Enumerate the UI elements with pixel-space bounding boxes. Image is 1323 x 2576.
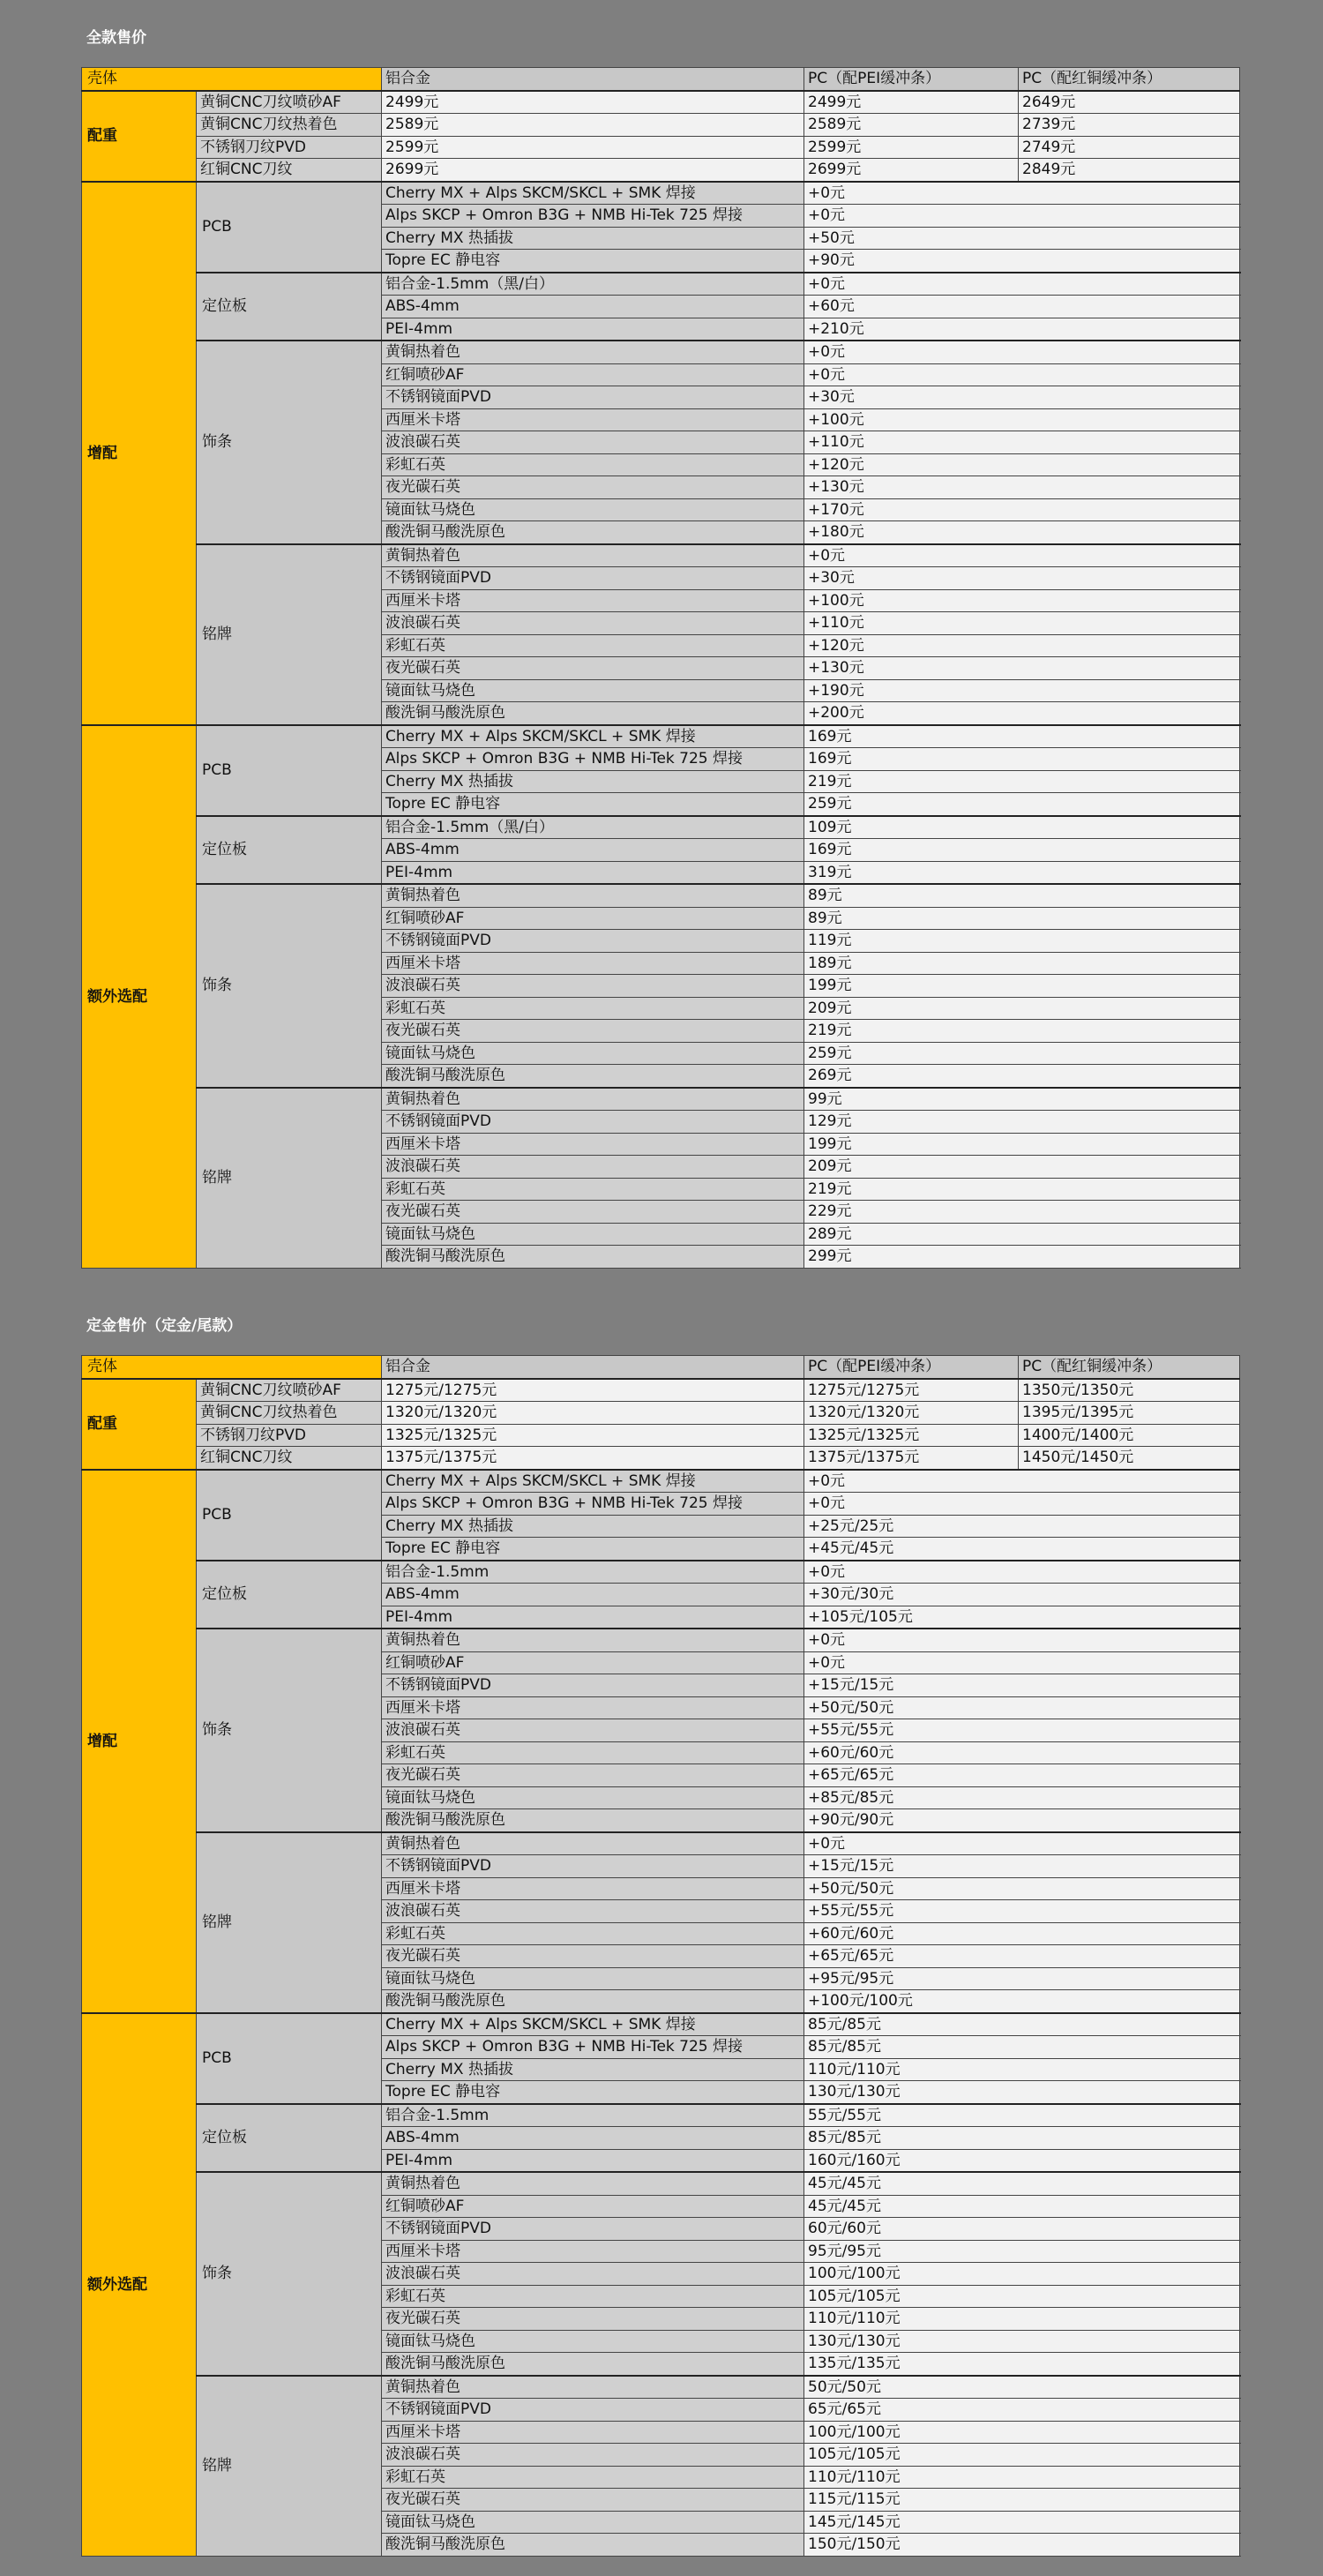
price-pc-copper: 2749元 (1019, 136, 1240, 159)
option-price: +120元 (804, 634, 1240, 657)
option-price: 219元 (804, 1178, 1240, 1201)
price-pc-copper: 2649元 (1019, 91, 1240, 114)
option-price: 45元/45元 (804, 2172, 1240, 2195)
table-row (82, 2172, 1240, 2195)
option-price: +50元/50元 (804, 1696, 1240, 1719)
price-pc-copper: 1350元/1350元 (1019, 1379, 1240, 1402)
option-name: 酸洗铜马酸洗原色 (382, 1990, 804, 2013)
table-row (82, 1424, 1240, 1447)
option-name: 夜光碳石英 (382, 1201, 804, 1224)
table-row (82, 884, 1240, 907)
option-name: 不锈钢镜面PVD (382, 2399, 804, 2422)
option-price: 100元/100元 (804, 2421, 1240, 2444)
option-name: 铝合金-1.5mm (382, 2104, 804, 2127)
option-name: 黄铜热着色 (382, 1088, 804, 1111)
price-aluminum: 2599元 (382, 136, 804, 159)
option-price: 169元 (804, 725, 1240, 748)
price-aluminum: 2499元 (382, 91, 804, 114)
option-price: 60元/60元 (804, 2218, 1240, 2241)
option-price: 110元/110元 (804, 2308, 1240, 2331)
option-name: 镜面钛马烧色 (382, 2511, 804, 2534)
price-pc-copper: 1395元/1395元 (1019, 1402, 1240, 1425)
option-price: +30元/30元 (804, 1584, 1240, 1606)
column-header-pc-copper: PC（配红铜缓冲条） (1019, 1356, 1240, 1379)
option-price: 55元/55元 (804, 2104, 1240, 2127)
option-name: 镜面钛马烧色 (382, 498, 804, 521)
option-price: 209元 (804, 997, 1240, 1020)
option-price: +95元/95元 (804, 1967, 1240, 1990)
option-name: 夜光碳石英 (382, 2489, 804, 2512)
option-price: +105元/105元 (804, 1606, 1240, 1629)
option-price: 199元 (804, 975, 1240, 998)
option-name: ABS-4mm (382, 296, 804, 318)
option-price: 289元 (804, 1223, 1240, 1246)
option-price: +85元/85元 (804, 1786, 1240, 1809)
option-price: +110元 (804, 431, 1240, 454)
table-row (82, 273, 1240, 296)
option-name: 黄铜热着色 (382, 1629, 804, 1651)
subcategory-label: PCB (197, 1470, 382, 1561)
table-row (82, 1402, 1240, 1425)
option-price: 85元/85元 (804, 2036, 1240, 2059)
option-name: 西厘米卡塔 (382, 589, 804, 612)
subcategory-label: 定位板 (197, 816, 382, 885)
option-price: +55元/55元 (804, 1900, 1240, 1923)
column-header-aluminum: 铝合金 (382, 1356, 804, 1379)
table-row (82, 725, 1240, 748)
option-name: PEI-4mm (382, 2149, 804, 2172)
option-name: 酸洗铜马酸洗原色 (382, 1809, 804, 1832)
option-price: 209元 (804, 1156, 1240, 1179)
option-price: +0元 (804, 1561, 1240, 1584)
section-title: 定金售价（定金/尾款） (86, 1317, 243, 1335)
option-name: 酸洗铜马酸洗原色 (382, 702, 804, 725)
option-price: +130元 (804, 476, 1240, 499)
weight-name: 黄铜CNC刀纹喷砂AF (197, 91, 382, 114)
option-price: +15元/15元 (804, 1855, 1240, 1878)
option-name: Cherry MX 热插拔 (382, 227, 804, 250)
option-name: 不锈钢镜面PVD (382, 930, 804, 953)
table-row (82, 1561, 1240, 1584)
option-name: 西厘米卡塔 (382, 1696, 804, 1719)
subcategory-label: PCB (197, 2013, 382, 2104)
price-pc-copper: 1450元/1450元 (1019, 1447, 1240, 1470)
category-label: 额外选配 (82, 725, 197, 1269)
option-name: 波浪碳石英 (382, 431, 804, 454)
option-price: +130元 (804, 657, 1240, 680)
option-name: 黄铜热着色 (382, 2376, 804, 2399)
price-pc-copper: 1400元/1400元 (1019, 1424, 1240, 1447)
option-price: +0元 (804, 341, 1240, 363)
option-price: +110元 (804, 612, 1240, 635)
subcategory-label: PCB (197, 182, 382, 273)
table-row (82, 1832, 1240, 1855)
option-price: 109元 (804, 816, 1240, 839)
option-name: 西厘米卡塔 (382, 1877, 804, 1900)
option-price: 169元 (804, 748, 1240, 771)
table-row (82, 1447, 1240, 1470)
option-price: 89元 (804, 884, 1240, 907)
option-price: 95元/95元 (804, 2240, 1240, 2263)
table-row (82, 816, 1240, 839)
option-price: +0元 (804, 363, 1240, 386)
option-price: +55元/55元 (804, 1719, 1240, 1742)
option-price: 110元/110元 (804, 2058, 1240, 2081)
option-price: +30元 (804, 386, 1240, 409)
column-header-pc-pei: PC（配PEI缓冲条） (804, 68, 1019, 91)
option-name: Topre EC 静电容 (382, 2081, 804, 2104)
option-price: 105元/105元 (804, 2285, 1240, 2308)
option-price: 99元 (804, 1088, 1240, 1111)
subcategory-label: 铭牌 (197, 2376, 382, 2557)
option-name: 波浪碳石英 (382, 2263, 804, 2286)
option-name: 西厘米卡塔 (382, 2240, 804, 2263)
option-price: 145元/145元 (804, 2511, 1240, 2534)
option-price: +170元 (804, 498, 1240, 521)
subcategory-label: 饰条 (197, 884, 382, 1088)
option-price: +60元/60元 (804, 1741, 1240, 1764)
subcategory-label: 铭牌 (197, 544, 382, 725)
category-label: 额外选配 (82, 2013, 197, 2557)
option-price: +90元/90元 (804, 1809, 1240, 1832)
option-price: 259元 (804, 1042, 1240, 1065)
option-name: 夜光碳石英 (382, 1020, 804, 1043)
option-price: +210元 (804, 318, 1240, 341)
category-label: 配重 (82, 91, 197, 182)
option-name: 彩虹石英 (382, 453, 804, 476)
option-price: +180元 (804, 521, 1240, 544)
option-name: 波浪碳石英 (382, 1156, 804, 1179)
option-name: Topre EC 静电容 (382, 793, 804, 816)
price-pc-copper: 2739元 (1019, 114, 1240, 137)
price-pc-pei: 2599元 (804, 136, 1019, 159)
subcategory-label: 定位板 (197, 2104, 382, 2173)
option-price: +0元 (804, 273, 1240, 296)
table-row (82, 1470, 1240, 1493)
table-row (82, 1088, 1240, 1111)
option-name: 彩虹石英 (382, 634, 804, 657)
option-price: 85元/85元 (804, 2013, 1240, 2036)
option-name: 黄铜热着色 (382, 544, 804, 567)
price-pc-pei: 2589元 (804, 114, 1019, 137)
price-aluminum: 2699元 (382, 159, 804, 182)
option-name: Topre EC 静电容 (382, 1538, 804, 1561)
option-name: 西厘米卡塔 (382, 1133, 804, 1156)
option-price: +0元 (804, 1832, 1240, 1855)
full-price-table (81, 67, 1240, 1269)
option-name: 波浪碳石英 (382, 1719, 804, 1742)
option-name: 铝合金-1.5mm (382, 1561, 804, 1584)
table-row (82, 2376, 1240, 2399)
option-price: +50元/50元 (804, 1877, 1240, 1900)
option-name: 红铜喷砂AF (382, 2195, 804, 2218)
option-name: PEI-4mm (382, 318, 804, 341)
table-row (82, 2104, 1240, 2127)
option-price: 299元 (804, 1246, 1240, 1269)
table-row (82, 159, 1240, 182)
option-price: 110元/110元 (804, 2466, 1240, 2489)
option-name: 镜面钛马烧色 (382, 2330, 804, 2353)
option-name: 夜光碳石英 (382, 1945, 804, 1968)
option-price: 150元/150元 (804, 2534, 1240, 2557)
option-name: 不锈钢镜面PVD (382, 2218, 804, 2241)
option-price: +100元 (804, 408, 1240, 431)
option-price: 65元/65元 (804, 2399, 1240, 2422)
subcategory-label: 铭牌 (197, 1832, 382, 2013)
weight-name: 黄铜CNC刀纹热着色 (197, 1402, 382, 1425)
option-name: Topre EC 静电容 (382, 250, 804, 273)
option-name: 不锈钢镜面PVD (382, 567, 804, 590)
option-price: 100元/100元 (804, 2263, 1240, 2286)
option-price: +0元 (804, 1651, 1240, 1674)
option-name: 夜光碳石英 (382, 1764, 804, 1787)
option-name: PEI-4mm (382, 861, 804, 884)
option-price: 115元/115元 (804, 2489, 1240, 2512)
subcategory-label: PCB (197, 725, 382, 816)
option-price: 160元/160元 (804, 2149, 1240, 2172)
option-price: 219元 (804, 1020, 1240, 1043)
option-name: 镜面钛马烧色 (382, 1967, 804, 1990)
option-name: 红铜喷砂AF (382, 907, 804, 930)
option-name: 波浪碳石英 (382, 2444, 804, 2467)
option-price: 50元/50元 (804, 2376, 1240, 2399)
option-name: 黄铜热着色 (382, 2172, 804, 2195)
category-label: 增配 (82, 182, 197, 725)
column-header-pc-pei: PC（配PEI缓冲条） (804, 1356, 1019, 1379)
option-name: Cherry MX 热插拔 (382, 770, 804, 793)
option-name: Cherry MX + Alps SKCM/SKCL + SMK 焊接 (382, 725, 804, 748)
price-pc-pei: 1375元/1375元 (804, 1447, 1019, 1470)
table-row (82, 341, 1240, 363)
table-row (82, 114, 1240, 137)
option-name: Cherry MX 热插拔 (382, 2058, 804, 2081)
option-price: 85元/85元 (804, 2127, 1240, 2150)
deposit-price-table (81, 1355, 1240, 2557)
column-header-aluminum: 铝合金 (382, 68, 804, 91)
weight-name: 红铜CNC刀纹 (197, 1447, 382, 1470)
column-header-shell: 壳体 (82, 1356, 382, 1379)
option-name: 铝合金-1.5mm（黑/白） (382, 816, 804, 839)
option-name: 西厘米卡塔 (382, 2421, 804, 2444)
option-name: Alps SKCP + Omron B3G + NMB Hi-Tek 725 焊接 (382, 2036, 804, 2059)
option-name: 酸洗铜马酸洗原色 (382, 1065, 804, 1088)
option-name: 彩虹石英 (382, 997, 804, 1020)
option-name: 镜面钛马烧色 (382, 679, 804, 702)
option-name: 彩虹石英 (382, 1922, 804, 1945)
option-name: 红铜喷砂AF (382, 363, 804, 386)
table-row (82, 182, 1240, 205)
column-header-pc-copper: PC（配红铜缓冲条） (1019, 68, 1240, 91)
weight-name: 不锈钢刀纹PVD (197, 136, 382, 159)
weight-name: 不锈钢刀纹PVD (197, 1424, 382, 1447)
option-price: +0元 (804, 1629, 1240, 1651)
subcategory-label: 定位板 (197, 273, 382, 341)
option-price: +65元/65元 (804, 1764, 1240, 1787)
option-price: 89元 (804, 907, 1240, 930)
option-price: +0元 (804, 205, 1240, 228)
table-row (82, 1629, 1240, 1651)
option-name: 不锈钢镜面PVD (382, 1674, 804, 1697)
table-header-row (82, 68, 1240, 91)
option-price: 189元 (804, 952, 1240, 975)
option-name: Alps SKCP + Omron B3G + NMB Hi-Tek 725 焊接 (382, 205, 804, 228)
option-price: 259元 (804, 793, 1240, 816)
price-aluminum: 1320元/1320元 (382, 1402, 804, 1425)
option-name: 酸洗铜马酸洗原色 (382, 521, 804, 544)
option-name: PEI-4mm (382, 1606, 804, 1629)
table-row (82, 2013, 1240, 2036)
option-name: 西厘米卡塔 (382, 952, 804, 975)
option-price: 169元 (804, 839, 1240, 862)
option-price: +0元 (804, 544, 1240, 567)
option-price: 229元 (804, 1201, 1240, 1224)
option-name: 镜面钛马烧色 (382, 1786, 804, 1809)
category-label: 配重 (82, 1379, 197, 1470)
option-name: 不锈钢镜面PVD (382, 1855, 804, 1878)
price-pc-pei: 2499元 (804, 91, 1019, 114)
option-price: +65元/65元 (804, 1945, 1240, 1968)
option-name: ABS-4mm (382, 1584, 804, 1606)
option-price: +0元 (804, 1493, 1240, 1516)
option-price: +15元/15元 (804, 1674, 1240, 1697)
option-price: 130元/130元 (804, 2330, 1240, 2353)
subcategory-label: 定位板 (197, 1561, 382, 1629)
price-aluminum: 1375元/1375元 (382, 1447, 804, 1470)
option-name: ABS-4mm (382, 839, 804, 862)
option-name: Alps SKCP + Omron B3G + NMB Hi-Tek 725 焊接 (382, 748, 804, 771)
option-name: 彩虹石英 (382, 2466, 804, 2489)
option-name: 黄铜热着色 (382, 1832, 804, 1855)
price-pc-pei: 1275元/1275元 (804, 1379, 1019, 1402)
table-row (82, 91, 1240, 114)
option-name: 波浪碳石英 (382, 612, 804, 635)
table-header-row (82, 1356, 1240, 1379)
subcategory-label: 饰条 (197, 1629, 382, 1832)
option-name: 铝合金-1.5mm（黑/白） (382, 273, 804, 296)
option-price: 199元 (804, 1133, 1240, 1156)
option-name: Alps SKCP + Omron B3G + NMB Hi-Tek 725 焊接 (382, 1493, 804, 1516)
weight-name: 黄铜CNC刀纹喷砂AF (197, 1379, 382, 1402)
option-name: 波浪碳石英 (382, 1900, 804, 1923)
option-price: +45元/45元 (804, 1538, 1240, 1561)
option-price: 135元/135元 (804, 2353, 1240, 2376)
column-header-shell: 壳体 (82, 68, 382, 91)
option-price: 119元 (804, 930, 1240, 953)
price-pc-pei: 1325元/1325元 (804, 1424, 1019, 1447)
option-name: 夜光碳石英 (382, 2308, 804, 2331)
subcategory-label: 铭牌 (197, 1088, 382, 1269)
table-row (82, 1379, 1240, 1402)
option-name: 酸洗铜马酸洗原色 (382, 2534, 804, 2557)
option-price: +190元 (804, 679, 1240, 702)
option-name: Cherry MX 热插拔 (382, 1515, 804, 1538)
price-aluminum: 1275元/1275元 (382, 1379, 804, 1402)
table-row (82, 544, 1240, 567)
option-name: ABS-4mm (382, 2127, 804, 2150)
option-price: 105元/105元 (804, 2444, 1240, 2467)
price-pc-pei: 1320元/1320元 (804, 1402, 1019, 1425)
price-aluminum: 1325元/1325元 (382, 1424, 804, 1447)
weight-name: 红铜CNC刀纹 (197, 159, 382, 182)
option-price: +120元 (804, 453, 1240, 476)
option-name: 酸洗铜马酸洗原色 (382, 2353, 804, 2376)
option-name: Cherry MX + Alps SKCM/SKCL + SMK 焊接 (382, 2013, 804, 2036)
option-price: 269元 (804, 1065, 1240, 1088)
option-name: 黄铜热着色 (382, 341, 804, 363)
option-name: 镜面钛马烧色 (382, 1042, 804, 1065)
option-price: +0元 (804, 182, 1240, 205)
subcategory-label: 饰条 (197, 341, 382, 544)
option-name: 彩虹石英 (382, 1178, 804, 1201)
weight-name: 黄铜CNC刀纹热着色 (197, 114, 382, 137)
option-name: 彩虹石英 (382, 2285, 804, 2308)
option-price: +60元/60元 (804, 1922, 1240, 1945)
option-price: +25元/25元 (804, 1515, 1240, 1538)
price-aluminum: 2589元 (382, 114, 804, 137)
option-name: 夜光碳石英 (382, 476, 804, 499)
option-price: +200元 (804, 702, 1240, 725)
option-price: +0元 (804, 1470, 1240, 1493)
option-price: +100元 (804, 589, 1240, 612)
option-price: 319元 (804, 861, 1240, 884)
option-name: 酸洗铜马酸洗原色 (382, 1246, 804, 1269)
option-name: 不锈钢镜面PVD (382, 1111, 804, 1134)
option-name: 彩虹石英 (382, 1741, 804, 1764)
option-name: 不锈钢镜面PVD (382, 386, 804, 409)
option-name: 红铜喷砂AF (382, 1651, 804, 1674)
price-pc-copper: 2849元 (1019, 159, 1240, 182)
option-price: +90元 (804, 250, 1240, 273)
option-price: +30元 (804, 567, 1240, 590)
option-price: +60元 (804, 296, 1240, 318)
option-name: Cherry MX + Alps SKCM/SKCL + SMK 焊接 (382, 182, 804, 205)
option-name: 波浪碳石英 (382, 975, 804, 998)
option-name: Cherry MX + Alps SKCM/SKCL + SMK 焊接 (382, 1470, 804, 1493)
option-name: 黄铜热着色 (382, 884, 804, 907)
table-row (82, 136, 1240, 159)
option-name: 镜面钛马烧色 (382, 1223, 804, 1246)
option-price: 129元 (804, 1111, 1240, 1134)
price-pc-pei: 2699元 (804, 159, 1019, 182)
option-price: 45元/45元 (804, 2195, 1240, 2218)
option-name: 夜光碳石英 (382, 657, 804, 680)
option-price: 219元 (804, 770, 1240, 793)
option-price: +50元 (804, 227, 1240, 250)
subcategory-label: 饰条 (197, 2172, 382, 2376)
option-price: +100元/100元 (804, 1990, 1240, 2013)
category-label: 增配 (82, 1470, 197, 2013)
option-price: 130元/130元 (804, 2081, 1240, 2104)
option-name: 西厘米卡塔 (382, 408, 804, 431)
section-title: 全款售价 (86, 29, 146, 47)
